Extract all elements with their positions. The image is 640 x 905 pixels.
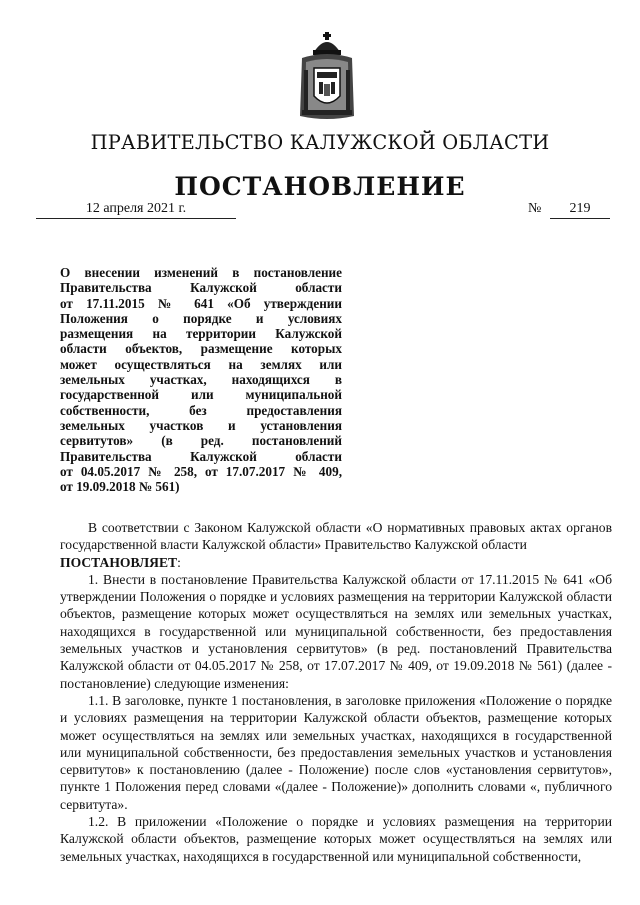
subject-line: земельных участков и установления	[60, 417, 342, 433]
organization-title: ПРАВИТЕЛЬСТВО КАЛУЖСКОЙ ОБЛАСТИ	[90, 130, 550, 154]
document-number: 219	[550, 201, 610, 219]
item-1-1-paragraph: 1.1. В заголовке, пункте 1 постановления, в заголовке приложения «Положение о порядке и условиях размещения на территории Калужской области объектов, размещение которых может осуществляться на землях или земельных участках, находящихся в государственной или муниципальной собственности, без предоставления земельных участков и установления сервитутов» к постановлению (далее - Положение) после слов «установления сервитутов», пункте 1 Положения перед словами «(далее - Положение)» дополнить словами «, публичного сервитута».	[60, 692, 612, 812]
intro-paragraph	[60, 519, 612, 554]
subject-line: сервитутов» (в ред. постановлений	[60, 433, 342, 449]
subject-line: от 19.09.2018 № 561)	[60, 479, 180, 495]
subject-line: может осуществляться на землях или	[60, 356, 342, 372]
document-date: 12 апреля 2021 г.	[36, 201, 236, 219]
document-subject	[60, 265, 342, 494]
subject-line: от 17.11.2015 № 641 «Об утверждении	[60, 295, 342, 311]
subject-line: области объектов, размещение которых	[60, 341, 342, 357]
resolves-colon: :	[177, 554, 181, 570]
item-1-paragraph: 1. Внести в постановление Правительства Калужской области от 17.11.2015 № 641 «Об утверждении Положения о порядке и условиях размещения на территории Калужской области объектов, размещение которых может осуществляться на землях или земельных участках, находящихся в государственной или муниципальной собственности, без предоставления земельных участков и установления сервитутов» (в ред. постановлений Правительства Калужской области от 04.05.2017 № 258, от 17.07.2017 № 409, от 19.09.2018 № 561) (далее - постановление) следующие изменения:	[60, 571, 612, 691]
subject-line: Правительства Калужской области	[60, 280, 342, 296]
item-1-2-paragraph: 1.2. В приложении «Положение о порядке и условиях размещения на территории Калужской области объектов, размещение которых может осуществляться на землях или земельных участках, находящихся в государственной или муниципальной собственности,	[60, 814, 612, 864]
subject-line: Правительства Калужской области	[60, 448, 342, 464]
intro-text: В соответствии с Законом Калужской области «О нормативных правовых актах органов государственной власти Калужской области» Правительство Калужской области	[60, 520, 612, 553]
subject-line: О внесении изменений в постановление	[60, 265, 342, 280]
subject-line: от 04.05.2017 № 258, от 17.07.2017 № 409,	[60, 463, 342, 479]
subject-line: размещения на территории Калужской	[60, 326, 342, 342]
subject-line: государственной или муниципальной	[60, 387, 342, 403]
number-sign: №	[528, 201, 542, 216]
subject-line: земельных участках, находящихся в	[60, 372, 342, 388]
resolves-word: ПОСТАНОВЛЯЕТ	[60, 554, 178, 570]
subject-line: Положения о порядке и условиях	[60, 310, 342, 326]
coat-of-arms-icon	[296, 30, 358, 122]
document-body	[60, 519, 612, 865]
subject-line: собственности, без предоставления	[60, 402, 342, 418]
document-type-heading: ПОСТАНОВЛЕНИЕ	[174, 172, 466, 201]
resolves-line	[60, 554, 612, 571]
